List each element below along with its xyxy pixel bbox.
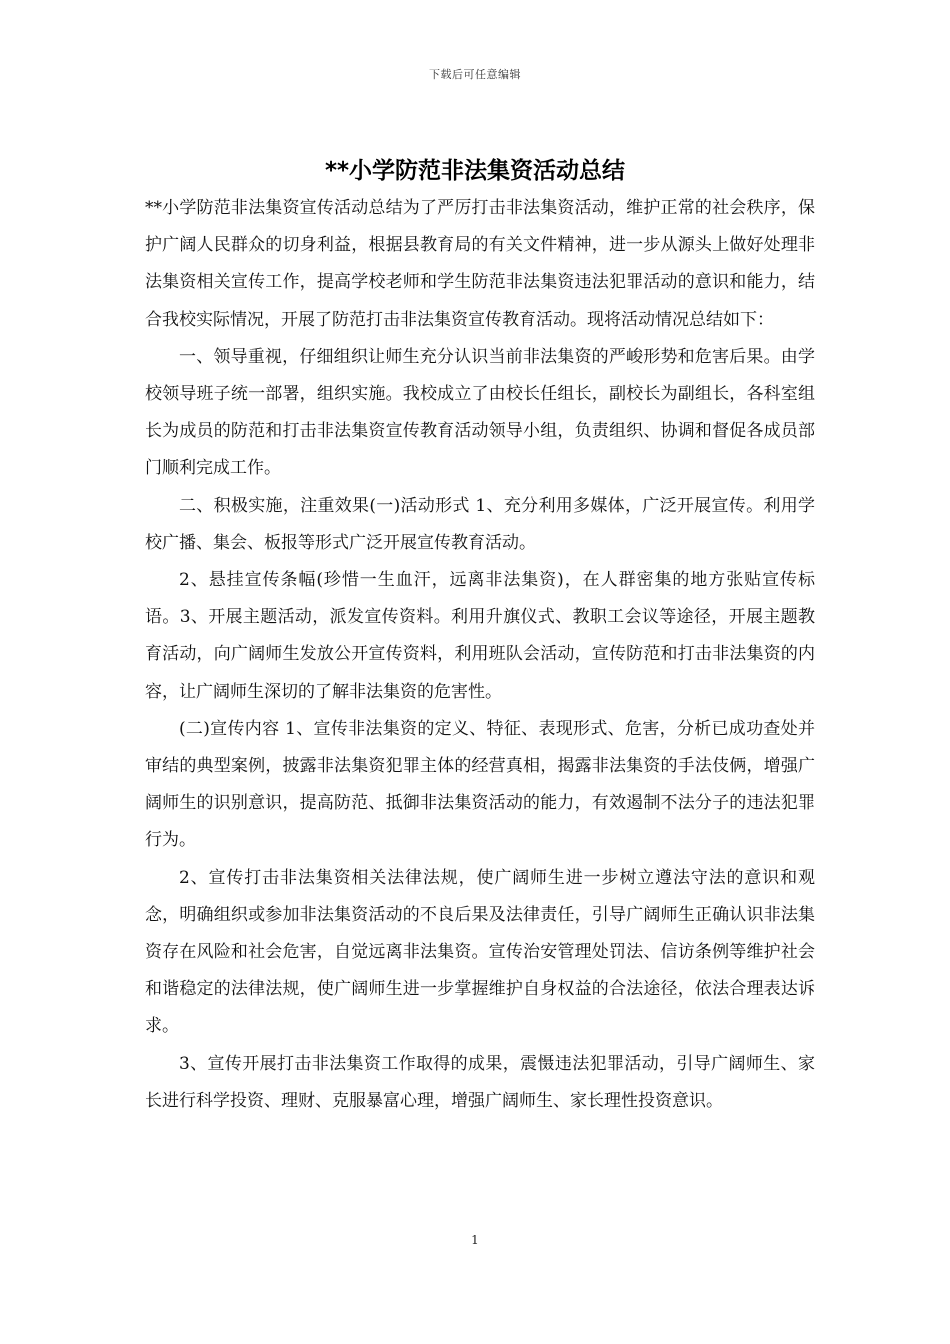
paragraph-content-2: 2、宣传打击非法集资相关法律法规，使广阔师生进一步树立遵法守法的意识和观念，明确组织或参加非法集资活动的不良后果及法律责任，引导广阔师生正确认识非法集资存在风险和社会危害，自觉远离非法集资。宣传治安管理处罚法、信访条例等维护社会和谐稳定的法律法规，使广阔师生进一步掌握维护自身权益的合法途径，依法合理表达诉求。: [145, 867, 815, 1037]
document-body: [145, 190, 815, 1120]
header-note: 下载后可任意编辑: [429, 68, 521, 81]
paragraph-content-3: 3、宣传开展打击非法集资工作取得的成果，震慑违法犯罪活动，引导广阔师生、家长进行科学投资、理财、克服暴富心理，增强广阔师生、家长理性投资意识。: [145, 1053, 815, 1111]
page-number: 1: [471, 1233, 479, 1247]
document-title: **小学防范非法集资活动总结: [324, 158, 626, 184]
paragraph-leadership: 一、领导重视，仔细组织让师生充分认识当前非法集资的严峻形势和危害后果。由学校领导班子统一部署，组织实施。我校成立了由校长任组长，副校长为副组长，各科室组长为成员的防范和打击非法集资宣传教育活动领导小组，负责组织、协调和督促各成员部门顺利完成工作。: [145, 346, 815, 479]
paragraph-content-1: (二)宣传内容 1、宣传非法集资的定义、特征、表现形式、危害，分析已成功查处并审结的典型案例，披露非法集资犯罪主体的经营真相，揭露非法集资的手法伎俩，增强广阔师生的识别意识，提高防范、抵御非法集资活动的能力，有效遏制不法分子的违法犯罪行为。: [145, 718, 815, 851]
paragraph-implementation: 二、积极实施，注重效果(一)活动形式 1、充分利用多媒体，广泛开展宣传。利用学校广播、集会、板报等形式广泛开展宣传教育活动。: [145, 495, 815, 553]
paragraph-banners: 2、悬挂宣传条幅(珍惜一生血汗，远离非法集资)，在人群密集的地方张贴宣传标语。3、开展主题活动，派发宣传资料。利用升旗仪式、教职工会议等途径，开展主题教育活动，向广阔师生发放公开宣传资料，利用班队会活动，宣传防范和打击非法集资的内容，让广阔师生深切的了解非法集资的危害性。: [145, 570, 815, 702]
paragraph-intro: **小学防范非法集资宣传活动总结为了严厉打击非法集资活动，维护正常的社会秩序，保护广阔人民群众的切身利益，根据县教育局的有关文件精神，进一步从源头上做好处理非法集资相关宣传工作，提高学校老师和学生防范非法集资违法犯罪活动的意识和能力，结合我校实际情况，开展了防范打击非法集资宣传教育活动。现将活动情况总结如下：: [145, 198, 815, 330]
